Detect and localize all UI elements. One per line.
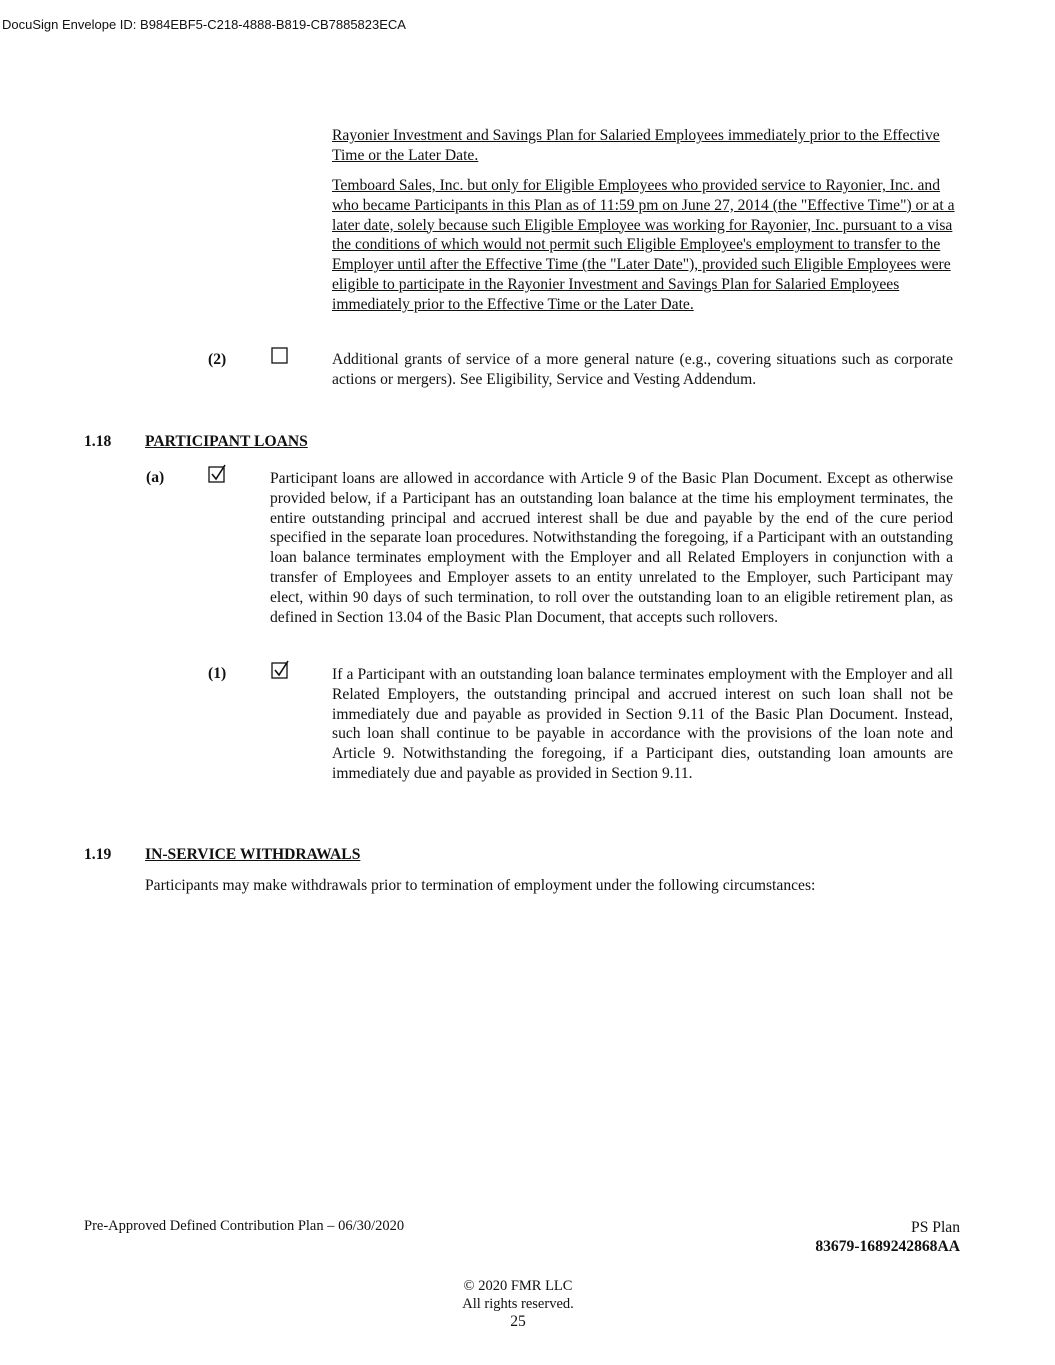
footer-copyright-block <box>0 1277 1036 1331</box>
item-a-text: Participant loans are allowed in accordance with Article 9 of the Basic Plan Document. Except as otherwise provided below, if a Participant has an outstanding loan balance at the time his employment terminates, the entire outstanding principal and accrued interest shall be due and payable by the end of the cure period specified in the separate loan procedures. Notwithstanding the foregoing, if a Participant with an outstanding loan balance terminates employment with the Employer and all Related Employers in conjunction with a transfer of Employees and Employer assets to an entity unrelated to the Employer, such Participant may elect, within 90 days of such termination, to roll over the outstanding loan to an eligible retirement plan, as defined in Section 13.04 of the Basic Plan Document, that accepts such rollovers. <box>270 470 953 626</box>
footer-plan-type: PS Plan <box>911 1219 960 1236</box>
section-number: 1.18 <box>84 433 112 450</box>
item-2-label: (2) <box>208 351 227 368</box>
section-title: IN-SERVICE WITHDRAWALS <box>145 846 361 863</box>
docusign-envelope-id: DocuSign Envelope ID: B984EBF5-C218-4888-B819-CB7885823ECA <box>2 17 406 32</box>
item-a-checkbox[interactable] <box>208 464 228 484</box>
item-2-checkbox[interactable] <box>271 347 289 365</box>
section-1-19-heading <box>84 846 361 864</box>
footer-plan-info <box>815 1218 960 1256</box>
page-number: 25 <box>510 1313 526 1330</box>
section-title: PARTICIPANT LOANS <box>145 433 308 450</box>
item-1-text: If a Participant with an outstanding loan balance terminates employment with the Employer and all Related Employers, the outstanding principal and accrued interest on such loan shall not be immediately due and payable as provided in Section 9.11 of the Basic Plan Document. Instead, such loan shall continue to be payable in accordance with the provisions of the loan note and Article 9. Notwithstanding the foregoing, if a Participant dies, outstanding loan amounts are immediately due and payable as provided in Section 9.11. <box>332 666 953 782</box>
item-a-label: (a) <box>146 469 165 486</box>
section-number: 1.19 <box>84 846 112 863</box>
section-1-18-heading <box>84 433 308 451</box>
item-2-text: Additional grants of service of a more general nature (e.g., covering situations such as corporate actions or mergers). See Eligibility, Service and Vesting Addendum. <box>332 351 953 388</box>
footer-plan-id: 83679-1689242868AA <box>815 1238 960 1255</box>
footer-plan-document: Pre-Approved Defined Contribution Plan – 06/30/2020 <box>84 1218 405 1234</box>
continuation-paragraph: Rayonier Investment and Savings Plan for Salaried Employees immediately prior to the Effective Time or the Later Date. <box>332 127 940 164</box>
footer-copyright: © 2020 FMR LLC <box>463 1278 573 1294</box>
footer-rights: All rights reserved. <box>462 1296 574 1312</box>
item-1-label: (1) <box>208 665 227 682</box>
temboard-paragraph: Temboard Sales, Inc. but only for Eligible Employees who provided service to Rayonier, Inc. and who became Participants in this Plan as of 11:59 pm on June 27, 2014 (the "Effective Time") or at a later date, solely because such Eligible Employee was working for Rayonier, Inc. pursuant to a visa the conditions of which would not permit such Eligible Employee's employment to transfer to the Employer until after the Effective Time (the "Later Date"), provided such Eligible Employees were eligible to participate in the Rayonier Investment and Savings Plan for Salaried Employees immediately prior to the Effective Time or the Later Date. <box>332 177 955 313</box>
item-1-checkbox[interactable] <box>271 660 291 680</box>
section-1-19-intro: Participants may make withdrawals prior to termination of employment under the following circumstances: <box>145 877 816 894</box>
